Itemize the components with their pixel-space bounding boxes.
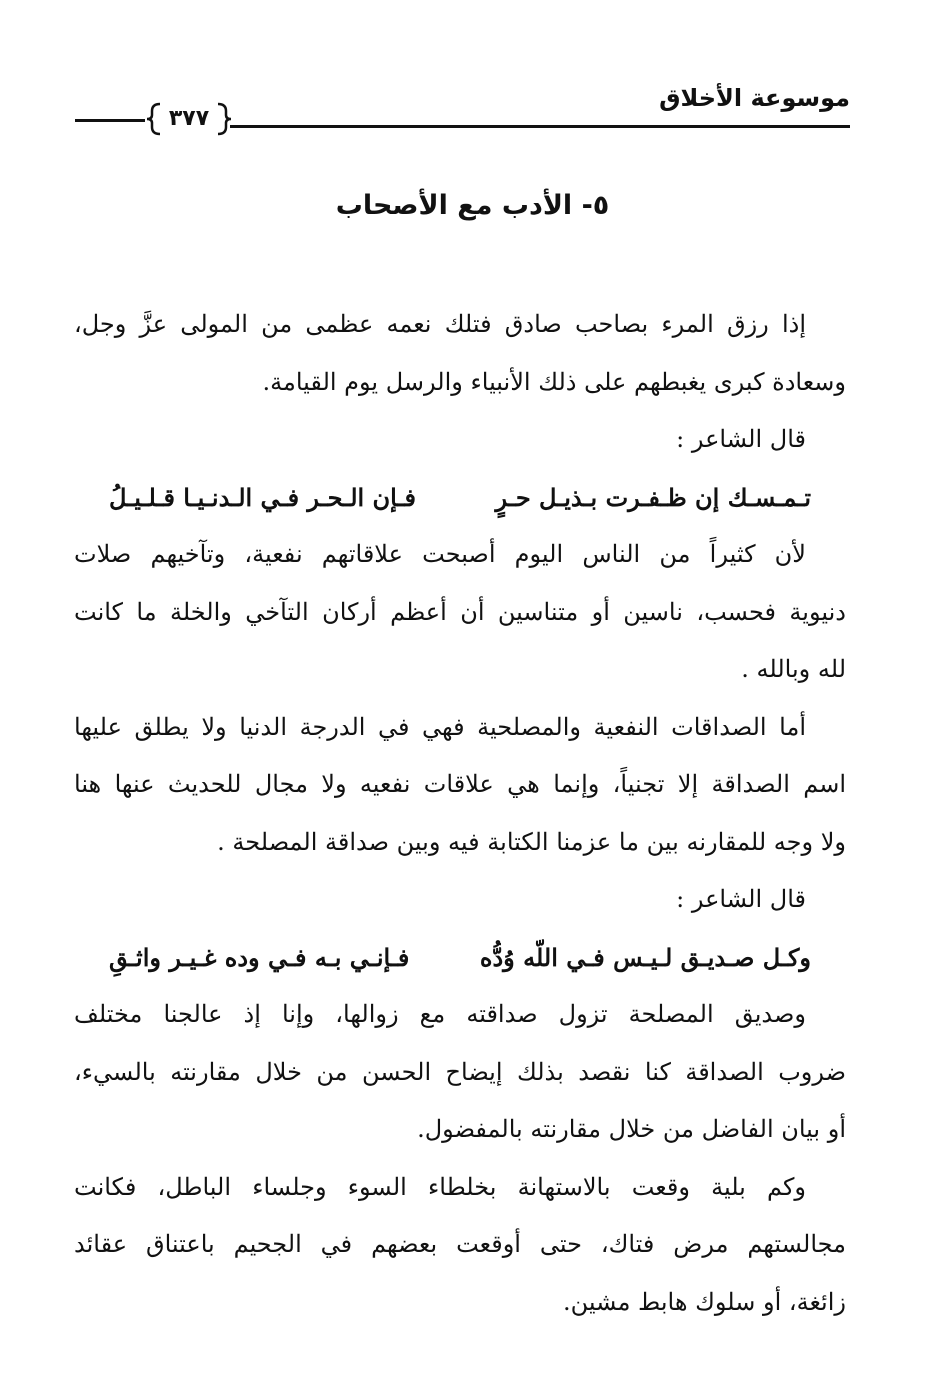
- verse-second-hemistich: فـإن الـحـر فـي الـدنـيـا قـلـيـلُ: [109, 482, 416, 512]
- section-heading: ٥- الأدب مع الأصحاب: [335, 190, 610, 221]
- paragraph-line: دنيوية فحسب، ناسين أو متناسين أن أعظم أركان التآخي والخلة ما كانت: [74, 597, 846, 626]
- poet-intro: قال الشاعر :: [676, 425, 806, 453]
- header-rule: [230, 125, 850, 128]
- paragraph-line: اسم الصداقة إلا تجنياً، وإنما هي علاقات نفعيه ولا مجال للحديث عنها هنا: [74, 770, 846, 798]
- paragraph-line: إذا رزق المرء بصاحب صادق فتلك نعمه عظمى من المولى عزَّ وجل،: [74, 310, 806, 338]
- paragraph-line: أما الصداقات النفعية والمصلحية فهي في الدرجة الدنيا ولا يطلق عليها: [74, 712, 806, 741]
- paragraph-line: أو بيان الفاضل من خلال مقارنته بالمفضول.: [417, 1115, 846, 1143]
- paragraph-line: زائغة، أو سلوك هابط مشين.: [563, 1287, 846, 1316]
- verse-second-hemistich: فـإنـي بـه فـي وده غـيـر واثـقِ: [109, 942, 410, 972]
- page-number: ٣٧٧: [168, 106, 210, 131]
- verse-line-1: [74, 469, 846, 527]
- paragraph-line: وسعادة كبرى يغبطهم على ذلك الأنبياء والرسل يوم القيامة.: [262, 367, 846, 396]
- paragraph-line: وصديق المصلحة تزول صداقته مع زوالها، وإنا إذ عالجنا مختلف: [74, 1000, 806, 1028]
- verse-first-hemistich: وكـل صـديـق لـيـس فـي اللّه وُدُّه: [479, 942, 811, 972]
- paragraph-line: ولا وجه للمقارنه بين ما عزمنا الكتابة فيه وبين صداقة المصلحة .: [217, 827, 846, 856]
- book-title: موسوعة الأخلاق: [659, 84, 850, 112]
- verse-line-2: [74, 929, 846, 987]
- verse-first-hemistich: تـمـسـك إن ظـفـرت بـذيـل حـرٍ: [495, 482, 811, 512]
- paragraph-line: وكم بلية وقعت بالاستهانة بخلطاء السوء وجلساء الباطل، فكانت: [74, 1172, 806, 1201]
- page-header: [70, 70, 850, 140]
- paragraph-line: ضروب الصداقة كنا نقصد بذلك إيضاح الحسن من خلال مقارنته بالسيء،: [74, 1057, 846, 1086]
- poet-intro: قال الشاعر :: [676, 885, 806, 913]
- paragraph-line: لله وبالله .: [741, 655, 846, 683]
- header-rule-left: [75, 119, 145, 122]
- paragraph-line: مجالستهم مرض فتاك، حتى أوقعت بعضهم في الجحيم باعتناق عقائد: [74, 1230, 846, 1258]
- page-number-frame: [146, 102, 232, 136]
- paragraph-line: لأن كثيراً من الناس اليوم أصبحت علاقاتهم نفعية، وتآخيهم صلات: [74, 540, 806, 568]
- body-text: [74, 296, 846, 1331]
